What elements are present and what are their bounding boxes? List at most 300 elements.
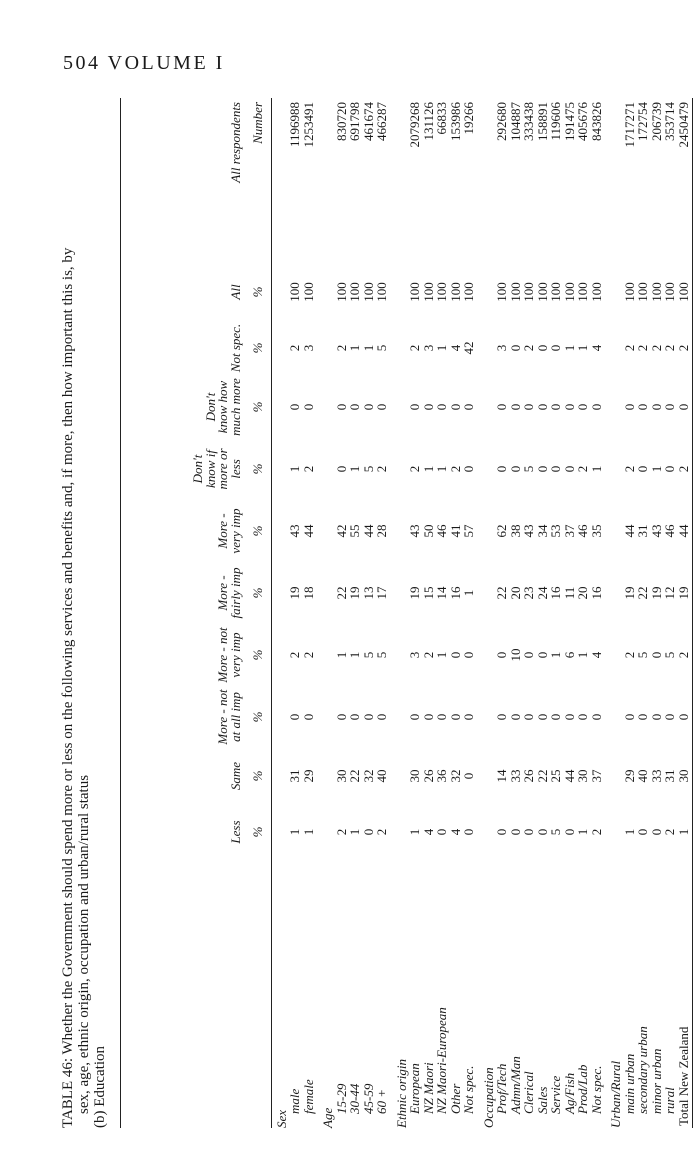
table-cell: 0 (648, 403, 664, 411)
table-cell: 57 (461, 524, 476, 538)
table-row (348, 98, 362, 1128)
table-cell: 43 (407, 524, 422, 538)
table-cell: 2 (287, 651, 302, 659)
table-cell: 0 (434, 713, 449, 721)
table-cell: 100 (360, 282, 376, 302)
empty-cell (395, 500, 409, 562)
table-cell: 2 (648, 344, 664, 352)
table-cell: 5 (662, 651, 677, 659)
table-cell: 0 (635, 403, 650, 411)
table-cell: 1 (347, 465, 362, 473)
table-cell: 20 (575, 586, 590, 600)
table-cell: 0 (662, 713, 677, 721)
table-cell: 691798 (347, 102, 362, 141)
empty-cell (482, 264, 496, 320)
empty-cell (321, 686, 335, 748)
table-cell: 14 (494, 769, 509, 783)
table-cell: 100 (662, 282, 677, 302)
row-label: Service (548, 1075, 563, 1114)
col-unit: % (250, 711, 265, 723)
total-row (677, 98, 691, 1128)
empty-cell (609, 264, 623, 320)
row-label: Urban/Rural (608, 1060, 623, 1128)
table-cell: 0 (548, 465, 563, 473)
row-label: NZ Maori-European (434, 1007, 449, 1114)
table-cell: 0 (494, 651, 509, 659)
col-unit: % (250, 286, 265, 298)
table-cell: 0 (534, 651, 550, 659)
table-cell: 22 (534, 769, 550, 783)
table-cell: 43 (521, 524, 536, 538)
table-cell: 0 (360, 828, 376, 836)
table-cell: 1196988 (287, 102, 302, 148)
table-caption (60, 108, 108, 1128)
empty-cell (609, 562, 623, 624)
col-header-more-not-at-all-imp: More - not at all imp (215, 689, 243, 745)
table-row (509, 98, 523, 1128)
empty-cell (271, 804, 289, 860)
table-cell: 100 (447, 282, 463, 302)
table-cell: 1717271 (621, 102, 637, 148)
table-cell: 4 (588, 344, 604, 352)
header-unit-row (252, 98, 271, 1128)
table-cell: 4 (588, 651, 604, 659)
table-cell: 31 (287, 769, 302, 783)
table-cell: 0 (621, 713, 637, 721)
table-cell: 44 (360, 524, 376, 538)
table-cell: 0 (648, 828, 664, 836)
empty-cell (609, 624, 623, 686)
empty-cell (395, 562, 409, 624)
table-cell: 153986 (447, 102, 463, 141)
table-cell: 0 (461, 772, 476, 780)
row-label: main urban (621, 1053, 637, 1114)
table-cell: 33 (507, 769, 523, 783)
empty-cell (395, 98, 409, 264)
table-row (449, 98, 463, 1128)
table-cell: 0 (534, 465, 550, 473)
table-cell: 19 (407, 586, 422, 600)
empty-cell (395, 438, 409, 500)
table-cell: 2 (675, 651, 691, 659)
table-cell: 172754 (635, 102, 650, 141)
table-cell: 0 (347, 713, 362, 721)
table-cell: 1 (575, 344, 590, 352)
table-cell: 0 (374, 403, 389, 411)
table-cell: 34 (534, 524, 550, 538)
table-cell: 1 (434, 465, 449, 473)
row-label: minor urban (648, 1048, 664, 1114)
table-row (375, 98, 389, 1128)
empty-cell (482, 624, 496, 686)
empty-cell (321, 320, 335, 376)
table-cell: 100 (434, 282, 449, 302)
table-cell: 14 (434, 586, 449, 600)
col-header-less: Less (227, 820, 243, 844)
table-cell: 5 (521, 465, 536, 473)
caption-line-1: TABLE 46: Whether the Government should spend more or less on the following services and benefits and, if more, then how important this is, by (60, 247, 76, 1128)
table-cell: 1 (648, 465, 664, 473)
table-cell: 0 (675, 403, 691, 411)
empty-cell (482, 562, 496, 624)
table-cell: 2 (420, 651, 436, 659)
table-cell: 100 (333, 282, 349, 302)
table-cell: 38 (507, 524, 523, 538)
table-row (536, 98, 550, 1128)
table-cell: 43 (287, 524, 302, 538)
empty-cell (482, 686, 496, 748)
empty-cell (395, 748, 409, 804)
table-cell: 100 (521, 282, 536, 302)
table-cell: 0 (588, 403, 604, 411)
row-label: 60 + (374, 1088, 389, 1114)
table-cell: 0 (494, 465, 509, 473)
table-cell: 19 (648, 586, 664, 600)
table-row (549, 98, 563, 1128)
table-cell: 1 (287, 465, 302, 473)
table-cell: 31 (662, 769, 677, 783)
header-rule (271, 98, 272, 1128)
row-label: Total New Zealand (675, 1026, 691, 1126)
table-cell: 1 (434, 344, 449, 352)
row-label: Age (320, 1107, 335, 1128)
table-cell: 30 (333, 769, 349, 783)
table-cell: 333438 (521, 102, 536, 141)
row-label: 30-44 (347, 1083, 362, 1114)
empty-cell (321, 98, 335, 264)
data-table (126, 98, 690, 1128)
table-cell: 0 (447, 651, 463, 659)
col-header-dont-know-how-much: Don't know how much more (202, 378, 243, 436)
group-header-row (482, 98, 496, 1128)
table-cell: 100 (374, 282, 389, 302)
table-cell: 353714 (662, 102, 677, 141)
table-cell: 0 (521, 651, 536, 659)
table-cell: 1 (675, 828, 691, 836)
table-cell: 100 (461, 282, 476, 302)
table-cell: 2 (575, 465, 590, 473)
row-label: 45-59 (360, 1083, 376, 1114)
table-cell: 22 (347, 769, 362, 783)
table-row (302, 98, 316, 1128)
table-cell: 100 (575, 282, 590, 302)
table-cell: 0 (507, 403, 523, 411)
table-cell: 0 (333, 713, 349, 721)
table-cell: 33 (648, 769, 664, 783)
empty-cell (609, 376, 623, 438)
row-label: Ethnic origin (393, 1059, 409, 1128)
table-cell: 0 (447, 713, 463, 721)
table-body (271, 98, 691, 1128)
table-cell: 1 (420, 465, 436, 473)
empty-cell (482, 804, 496, 860)
table-cell: 0 (374, 713, 389, 721)
table-cell: 2 (675, 465, 691, 473)
table-cell: 0 (534, 344, 550, 352)
table-cell: 0 (494, 403, 509, 411)
empty-cell (609, 500, 623, 562)
table-cell: 3 (300, 344, 316, 352)
table-cell: 2 (407, 344, 422, 352)
table-cell: 1 (287, 828, 302, 836)
empty-cell (321, 562, 335, 624)
table-cell: 2 (407, 465, 422, 473)
table-cell: 2 (662, 828, 677, 836)
row-label: rural (662, 1087, 677, 1114)
table-cell: 2 (621, 465, 637, 473)
empty-cell (321, 804, 335, 860)
table-cell: 0 (507, 344, 523, 352)
row-label: Admn/Man (507, 1056, 523, 1114)
table-cell: 17 (374, 586, 389, 600)
caption-line-3: (b) Education (92, 1045, 108, 1128)
col-unit: % (250, 401, 265, 413)
row-label: Sales (534, 1086, 550, 1114)
table-cell: 0 (648, 713, 664, 721)
row-label: Occupation (480, 1067, 496, 1128)
empty-cell (609, 320, 623, 376)
table-cell: 19266 (461, 102, 476, 135)
table-cell: 19 (347, 586, 362, 600)
table-cell: 100 (548, 282, 563, 302)
table-row (576, 98, 590, 1128)
bottom-rule (692, 98, 693, 1128)
table-cell: 0 (420, 713, 436, 721)
table-cell: 0 (662, 403, 677, 411)
table-cell: 6 (561, 651, 577, 659)
table-cell: 100 (675, 282, 691, 302)
table-cell: 0 (662, 465, 677, 473)
table-cell: 0 (407, 403, 422, 411)
table-cell: 29 (621, 769, 637, 783)
table-cell: 100 (561, 282, 577, 302)
table-cell: 11 (561, 586, 577, 600)
table-cell: 0 (461, 713, 476, 721)
empty-cell (395, 804, 409, 860)
table-cell: 0 (434, 403, 449, 411)
empty-cell (271, 438, 289, 500)
table-cell: 16 (447, 586, 463, 600)
table-cell: 19 (621, 586, 637, 600)
row-label: Not spec. (461, 1065, 476, 1114)
table-cell: 2 (300, 465, 316, 473)
empty-cell (271, 562, 289, 624)
table-cell: 2 (447, 465, 463, 473)
table-cell: 0 (621, 403, 637, 411)
table-cell: 0 (494, 828, 509, 836)
table-row (663, 98, 677, 1128)
table-cell: 0 (333, 465, 349, 473)
table-cell: 405676 (575, 102, 590, 141)
empty-cell (482, 438, 496, 500)
table-cell: 100 (407, 282, 422, 302)
table-cell: 18 (300, 586, 316, 600)
table-cell: 44 (561, 769, 577, 783)
table-cell: 100 (347, 282, 362, 302)
table-cell: 1 (561, 344, 577, 352)
table-cell: 1 (575, 828, 590, 836)
table-cell: 2 (621, 651, 637, 659)
row-label: female (300, 1079, 316, 1114)
empty-cell (321, 500, 335, 562)
table-cell: 15 (420, 586, 436, 600)
table-cell: 0 (648, 651, 664, 659)
empty-cell (271, 376, 289, 438)
table-cell: 100 (507, 282, 523, 302)
table-cell: 5 (548, 828, 563, 836)
group-header-row (271, 98, 289, 1128)
col-unit: % (250, 342, 265, 354)
table-cell: 100 (420, 282, 436, 302)
table-cell: 5 (374, 344, 389, 352)
table-cell: 4 (447, 828, 463, 836)
table-cell: 16 (548, 586, 563, 600)
table-cell: 22 (494, 586, 509, 600)
table-cell: 2450479 (675, 102, 691, 148)
empty-cell (609, 438, 623, 500)
table-row (590, 98, 604, 1128)
empty-cell (271, 624, 289, 686)
row-label: Prof/Tech (494, 1063, 509, 1114)
table-cell: 104887 (507, 102, 523, 141)
table-cell: 0 (333, 403, 349, 411)
table-cell: 0 (575, 403, 590, 411)
table-cell: 100 (648, 282, 664, 302)
table-cell: 30 (575, 769, 590, 783)
table-cell: 43 (648, 524, 664, 538)
table-cell: 1253491 (300, 102, 316, 148)
table-cell: 26 (420, 769, 436, 783)
empty-cell (395, 264, 409, 320)
table-cell: 28 (374, 524, 389, 538)
table-cell: 1 (461, 589, 476, 597)
table-cell: 0 (534, 828, 550, 836)
table-cell: 40 (635, 769, 650, 783)
page-header: 504 VOLUME I (63, 52, 225, 74)
table-cell: 26 (521, 769, 536, 783)
table-cell: 206739 (648, 102, 664, 141)
table-cell: 0 (548, 403, 563, 411)
table-cell: 466287 (374, 102, 389, 141)
table-row (623, 98, 637, 1128)
empty-cell (271, 686, 289, 748)
table-cell: 13 (360, 586, 376, 600)
table-cell: 0 (507, 828, 523, 836)
table-cell: 1 (434, 651, 449, 659)
table-cell: 4 (420, 828, 436, 836)
table-cell: 2 (374, 828, 389, 836)
row-label: European (407, 1063, 422, 1114)
row-label: Not spec. (588, 1065, 604, 1114)
empty-cell (609, 804, 623, 860)
table-row (435, 98, 449, 1128)
top-rule (120, 98, 121, 1128)
table-cell: 1 (333, 651, 349, 659)
table-cell: 2 (521, 344, 536, 352)
caption-line-2: sex, age, ethnic origin, occupation and urban/rural status (76, 774, 92, 1114)
table-cell: 2 (588, 828, 604, 836)
table-cell: 0 (561, 465, 577, 473)
stub-unit (252, 860, 271, 1128)
table-cell: 3 (407, 651, 422, 659)
col-header-more-fairly-imp: More - fairly imp (215, 567, 243, 619)
table-cell: 22 (333, 586, 349, 600)
table-cell: 2 (300, 651, 316, 659)
table-cell: 830720 (333, 102, 349, 141)
empty-cell (395, 376, 409, 438)
empty-cell (271, 320, 289, 376)
col-unit: % (250, 826, 265, 838)
col-header-dont-know-if-more: Don't know if more or less (190, 448, 243, 490)
table-cell: 2 (374, 465, 389, 473)
table-cell: 2 (621, 344, 637, 352)
col-unit: % (250, 770, 265, 782)
table-cell: 158891 (534, 102, 550, 141)
table-cell: 30 (675, 769, 691, 783)
table-row (422, 98, 436, 1128)
empty-cell (395, 320, 409, 376)
table-cell: 0 (521, 713, 536, 721)
row-label: Other (447, 1083, 463, 1114)
table-cell: 3 (494, 344, 509, 352)
table-cell: 16 (588, 586, 604, 600)
row-label: Sex (273, 1109, 289, 1128)
table-cell: 0 (675, 713, 691, 721)
table-cell: 46 (662, 524, 677, 538)
table-cell: 2 (333, 828, 349, 836)
row-label: male (287, 1088, 302, 1114)
empty-cell (271, 500, 289, 562)
table-cell: 36 (434, 769, 449, 783)
table-cell: 5 (360, 465, 376, 473)
empty-cell (271, 264, 289, 320)
table-cell: 50 (420, 524, 436, 538)
table-cell: 100 (635, 282, 650, 302)
row-label: NZ Maori (420, 1062, 436, 1114)
table-cell: 0 (360, 403, 376, 411)
table-cell: 42 (461, 341, 476, 355)
table-cell: 10 (507, 648, 523, 662)
table-cell: 0 (521, 403, 536, 411)
table-cell: 0 (635, 465, 650, 473)
table-cell: 100 (534, 282, 550, 302)
table-cell: 1 (300, 828, 316, 836)
col-header-more-not-very-imp: More - not very imp (215, 627, 243, 683)
table-cell: 24 (534, 586, 550, 600)
table-cell: 0 (300, 713, 316, 721)
empty-cell (609, 686, 623, 748)
empty-cell (321, 438, 335, 500)
empty-cell (321, 376, 335, 438)
table-cell: 119606 (548, 102, 563, 141)
table-cell: 5 (360, 651, 376, 659)
table-cell: 20 (507, 586, 523, 600)
table-cell: 41 (447, 524, 463, 538)
table-cell: 32 (447, 769, 463, 783)
table-cell: 46 (434, 524, 449, 538)
table-cell: 35 (588, 524, 604, 538)
table-cell: 0 (287, 403, 302, 411)
col-unit: % (250, 525, 265, 537)
table-cell: 1 (347, 828, 362, 836)
col-unit: Number (250, 102, 265, 144)
empty-cell (395, 686, 409, 748)
table-cell: 46 (575, 524, 590, 538)
table-cell: 100 (621, 282, 637, 302)
empty-cell (482, 748, 496, 804)
table-cell: 191475 (561, 102, 577, 141)
row-label: 15-29 (333, 1083, 349, 1114)
